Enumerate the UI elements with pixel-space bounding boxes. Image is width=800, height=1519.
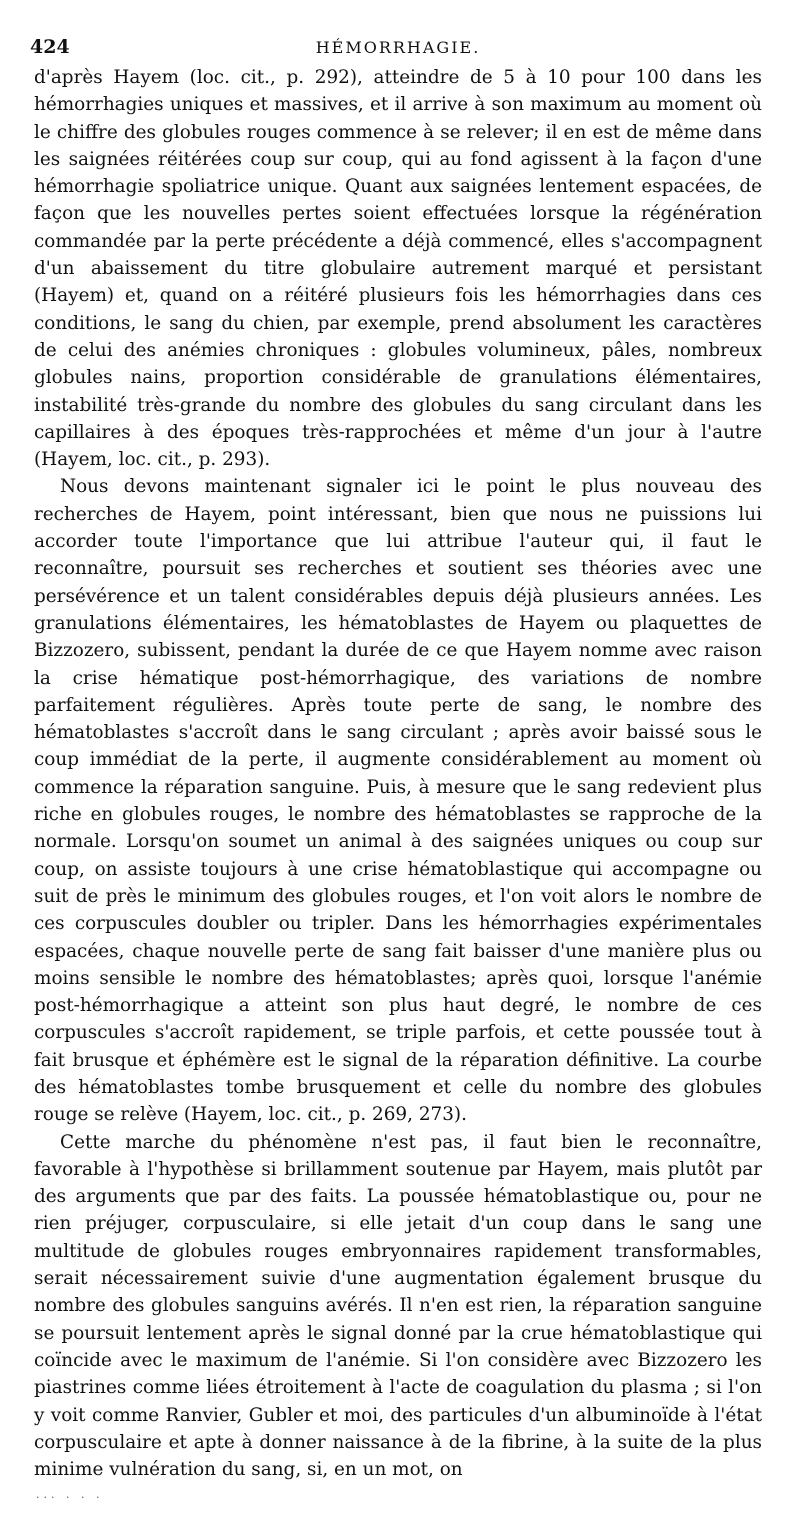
paragraph-3: Cette marche du phénomène n'est pas, il faut bien le reconnaître, favorable à l'hypothèse si brillamment soutenue par Hayem, mais plutôt par des arguments que par des faits. La poussée hématoblastique ou, pour ne rien préjuger, corpusculaire, si elle jetait d'un coup dans le sang une multitude de globules rouges embryonnaires rapidement transformables, serait nécessairement suivie d'une augmentation également brusque du nombre des globules sanguins avérés. Il n'en est rien, la réparation sanguine se poursuit lentement après le signal donné par la crue hématoblastique qui coïncide avec le maximum de l'anémie. Si l'on considère avec Bizzozero les piastrines comme liées étroitement à l'acte de coagulation du plasma ; si l'on y voit comme Ranvier, Gubler et moi, des particules d'un albuminoïde à l'état corpusculaire et apte à donner naissance à de la fibrine, à la suite de la plus minime vulnération du sang, si, en un mot, on [34,1131,762,1481]
page-number: 424 [30,36,70,58]
paragraph-1: d'après Hayem (loc. cit., p. 292), atteindre de 5 à 10 pour 100 dans les hémorrhagies uniques et massives, et il arrive à son maximum au moment où le chiffre des globules rouges commence à se relever; il en est de même dans les saignées réitérées coup sur coup, qui au fond agissent à la façon d'une hémorrhagie spoliatrice unique. Quant aux saignées lentement espacées, de façon que les nouvelles pertes soient effectuées lorsque la régénération commandée par la perte précédente a déjà commencé, elles s'accompagnent d'un abaissement du titre globulaire autrement marqué et persistant (Hayem) et, quand on a réitéré plusieurs fois les hémorrhagies dans ces conditions, le sang du chien, par exemple, prend absolument les caractères de celui des anémies chroniques : globules volumineux, pâles, nombreux globules nains, proportion considérable de granulations élémentaires, instabilité très-grande du nombre des globules du sang circulant dans les capillaires à des époques très-rapprochées et même d'un jour à l'autre (Hayem, loc. cit., p. 293). [34,67,762,471]
page-header [30,36,766,60]
footer-marks: ... . . . [36,1488,104,1501]
body-text [34,64,762,1483]
paragraph-2: Nous devons maintenant signaler ici le point le plus nouveau des recherches de Hayem, point intéressant, bien que nous ne puissions lui accorder toute l'importance que lui attribue l'auteur qui, il faut le reconnaître, poursuit ses recherches et soutient ses théories avec une persévérence et un talent considérables depuis déjà plusieurs années. Les granulations élémentaires, les hématoblastes de Hayem ou plaquettes de Bizzozero, subissent, pendant la durée de ce que Hayem nomme avec raison la crise hématique post-hémorrhagique, des variations de nombre parfaitement régulières. Après toute perte de sang, le nombre des hématoblastes s'accroît dans le sang circulant ; après avoir baissé sous le coup immédiat de la perte, il augmente considérablement au moment où commence la réparation sanguine. Puis, à mesure que le sang redevient plus riche en globules rouges, le nombre des hématoblastes se rapproche de la normale. Lorsqu'on soumet un animal à des saignées uniques ou coup sur coup, on assiste toujours à une crise hématoblastique qui accompagne ou suit de près le minimum des globules rouges, et l'on voit alors le nombre de ces corpuscules doubler ou tripler. Dans les hémorrhagies expérimentales espacées, chaque nouvelle perte de sang fait baisser d'une manière plus ou moins sensible le nombre des hématoblastes; après quoi, lorsque l'anémie post-hémorrhagique a atteint son plus haut degré, le nombre de ces corpuscules s'accroît rapidement, se triple parfois, et cette poussée tout à fait brusque et éphémère est le signal de la réparation définitive. La courbe des hématoblastes tombe brusquement et celle du nombre des globules rouge se relève (Hayem, loc. cit., p. 269, 273). [34,476,762,1126]
running-head: HÉMORRHAGIE. [315,38,481,57]
